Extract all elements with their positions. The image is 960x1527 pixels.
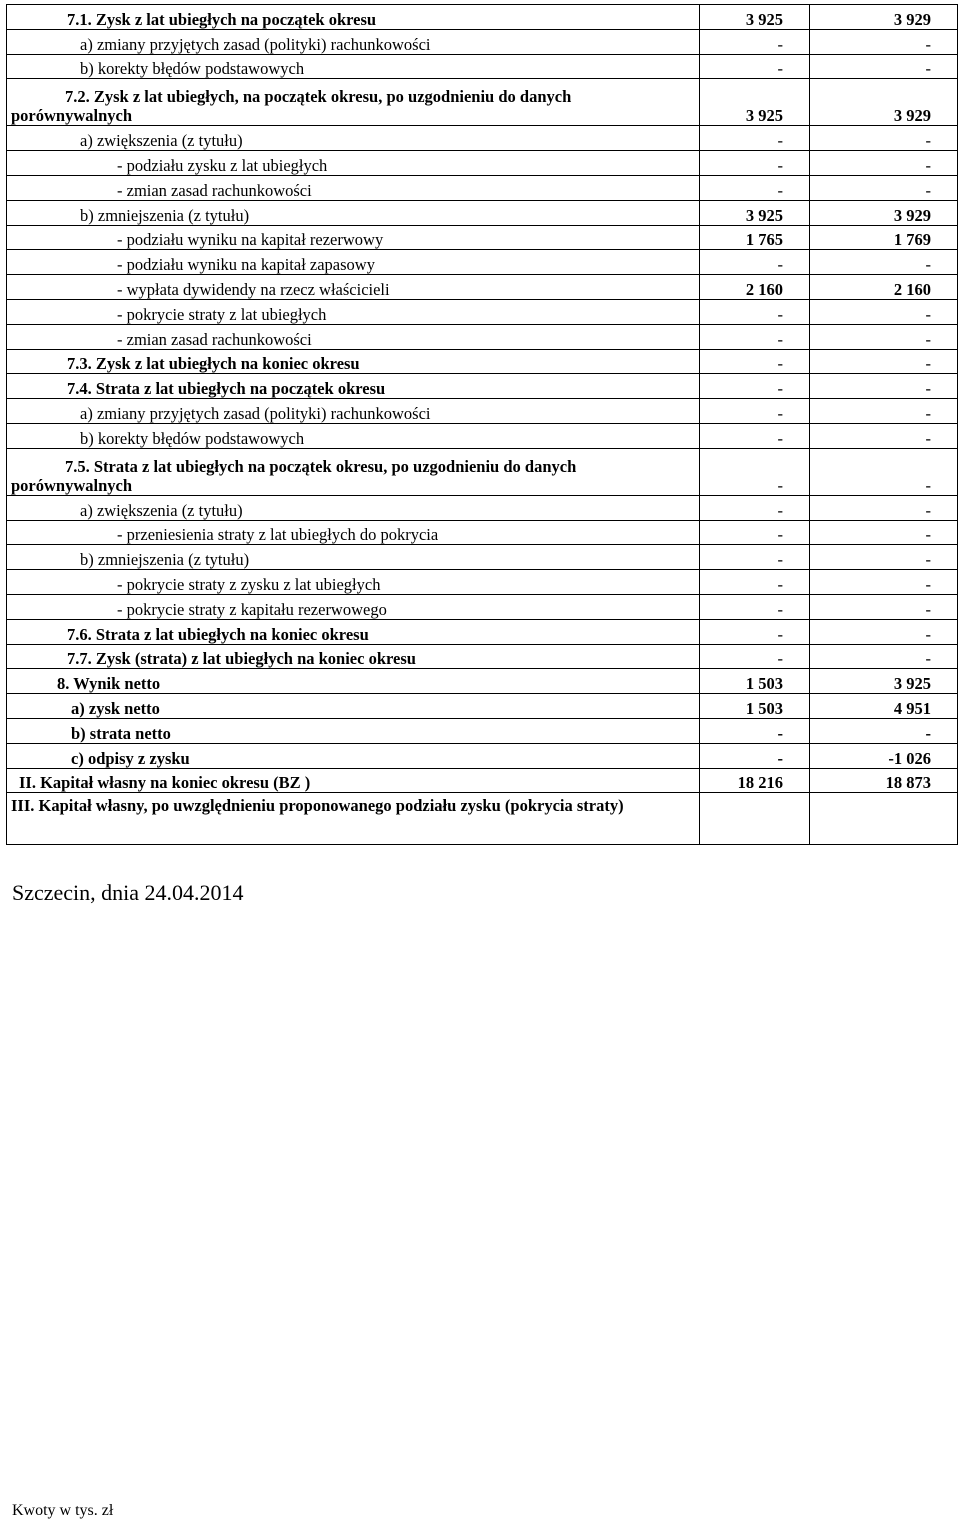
table-row [7,594,958,619]
value-current: - [700,324,810,349]
place-and-date: Szczecin, dnia 24.04.2014 [12,880,244,905]
table-row [7,694,958,719]
value-current: - [700,175,810,200]
row-label: - podziału wyniku na kapitał rezerwowy [7,225,700,250]
value-current: 1 503 [700,669,810,694]
value-current: - [700,520,810,545]
row-label: - zmian zasad rachunkowości [7,324,700,349]
table-row [7,250,958,275]
value-current: - [700,423,810,448]
value-previous: 3 929 [810,200,958,225]
value-current: - [700,29,810,54]
row-label-line2: porównywalnych [11,106,133,126]
value-current: 3 925 [700,79,810,126]
table-row [7,619,958,644]
row-label: III. Kapitał własny, po uwzględnieniu proponowanego podziału zysku (pokrycia straty) [7,793,700,845]
row-label: - podziału wyniku na kapitał zapasowy [7,250,700,275]
value-current: 1 765 [700,225,810,250]
row-label: b) korekty błędów podstawowych [7,423,700,448]
table-row [7,275,958,300]
row-label: 8. Wynik netto [7,669,700,694]
row-label: - wypłata dywidendy na rzecz właścicieli [7,275,700,300]
table-row [7,175,958,200]
value-current: - [700,743,810,768]
table-row [7,669,958,694]
table-row [7,29,958,54]
value-previous: 3 929 [810,5,958,30]
row-label: 7.7. Zysk (strata) z lat ubiegłych na koniec okresu [7,644,700,669]
table-row [7,299,958,324]
value-current: - [700,594,810,619]
value-current: - [700,126,810,151]
value-previous: 3 929 [810,79,958,126]
table-row [7,423,958,448]
table-row [7,151,958,176]
row-label-line1: 7.2. Zysk z lat ubiegłych, na początek okresu, po uzgodnieniu do danych [65,87,572,107]
value-previous: - [810,570,958,595]
table-row [7,126,958,151]
table-row [7,349,958,374]
value-previous: - [810,718,958,743]
row-label: b) korekty błędów podstawowych [7,54,700,79]
value-previous: - [810,594,958,619]
row-label: 7.3. Zysk z lat ubiegłych na koniec okresu [7,349,700,374]
row-label-line2: porównywalnych [11,475,133,495]
value-previous: - [810,299,958,324]
value-current: - [700,718,810,743]
value-current: - [700,151,810,176]
row-label [7,448,700,495]
value-previous: - [810,448,958,495]
row-label: 7.4. Strata z lat ubiegłych na początek okresu [7,374,700,399]
table-row [7,448,958,495]
table-row [7,200,958,225]
value-current: 2 160 [700,275,810,300]
value-current: 3 925 [700,200,810,225]
value-previous: - [810,250,958,275]
row-label: a) zysk netto [7,694,700,719]
row-label: - pokrycie straty z zysku z lat ubiegłych [7,570,700,595]
value-current: - [700,250,810,275]
table-row [7,570,958,595]
table-row [7,718,958,743]
value-previous: -1 026 [810,743,958,768]
table-row [7,54,958,79]
value-previous: - [810,54,958,79]
row-label: b) zmniejszenia (z tytułu) [7,545,700,570]
value-previous: - [810,126,958,151]
value-current: - [700,299,810,324]
value-current: 1 503 [700,694,810,719]
value-previous: 3 925 [810,669,958,694]
equity-changes-table [6,4,958,845]
value-previous: - [810,324,958,349]
value-current: - [700,570,810,595]
table-row [7,5,958,30]
value-current: - [700,644,810,669]
value-current: - [700,374,810,399]
value-current: - [700,545,810,570]
row-label: II. Kapitał własny na koniec okresu (BZ ) [7,768,700,793]
value-current: 3 925 [700,5,810,30]
value-previous: - [810,29,958,54]
value-current: - [700,399,810,424]
value-previous: - [810,399,958,424]
value-current: 18 216 [700,768,810,793]
row-label: 7.6. Strata z lat ubiegłych na koniec okresu [7,619,700,644]
table-row [7,520,958,545]
table-row [7,793,958,845]
value-current: - [700,448,810,495]
table-row [7,644,958,669]
row-label: - pokrycie straty z kapitału rezerwowego [7,594,700,619]
table-row [7,768,958,793]
value-previous: - [810,520,958,545]
value-previous: - [810,349,958,374]
value-current [700,793,810,845]
table-row [7,374,958,399]
value-previous: - [810,151,958,176]
value-current: - [700,495,810,520]
units-note: Kwoty w tys. zł [12,1502,114,1519]
value-previous: - [810,374,958,399]
value-current: - [700,349,810,374]
value-previous: - [810,545,958,570]
table-row [7,399,958,424]
table-row [7,495,958,520]
table-row [7,79,958,126]
row-label: a) zmiany przyjętych zasad (polityki) rachunkowości [7,29,700,54]
row-label: - przeniesienia straty z lat ubiegłych do pokrycia [7,520,700,545]
row-label: a) zmiany przyjętych zasad (polityki) rachunkowości [7,399,700,424]
row-label: 7.1. Zysk z lat ubiegłych na początek okresu [7,5,700,30]
table-row [7,324,958,349]
row-label [7,79,700,126]
value-previous: - [810,619,958,644]
row-label: a) zwiększenia (z tytułu) [7,495,700,520]
value-current: - [700,619,810,644]
row-label: - zmian zasad rachunkowości [7,175,700,200]
row-label: c) odpisy z zysku [7,743,700,768]
value-previous: - [810,495,958,520]
value-previous: - [810,175,958,200]
value-previous: 2 160 [810,275,958,300]
row-label: b) strata netto [7,718,700,743]
value-previous: 18 873 [810,768,958,793]
value-current: - [700,54,810,79]
value-previous: 1 769 [810,225,958,250]
value-previous: - [810,644,958,669]
row-label-line1: 7.5. Strata z lat ubiegłych na początek okresu, po uzgodnieniu do danych [65,456,577,476]
table-row [7,225,958,250]
row-label: - pokrycie straty z lat ubiegłych [7,299,700,324]
value-previous: - [810,423,958,448]
row-label: a) zwiększenia (z tytułu) [7,126,700,151]
row-label: - podziału zysku z lat ubiegłych [7,151,700,176]
table-row [7,545,958,570]
value-previous: 4 951 [810,694,958,719]
table-row [7,743,958,768]
value-previous [810,793,958,845]
row-label: b) zmniejszenia (z tytułu) [7,200,700,225]
